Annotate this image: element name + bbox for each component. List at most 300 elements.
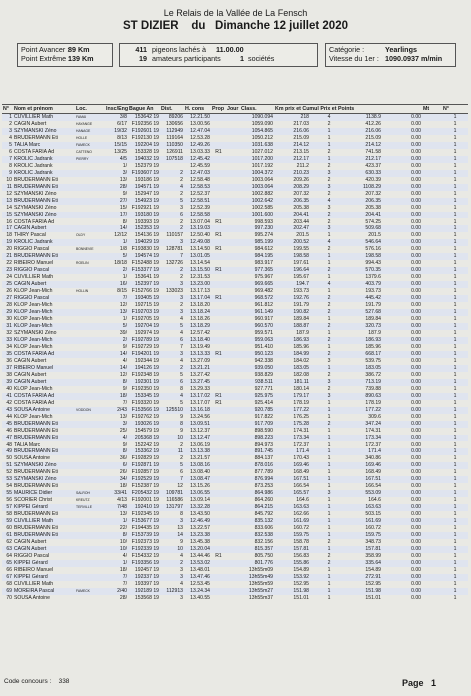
cell-prop [211,476,226,483]
header-col-points [382,105,422,114]
cell-class: 995.274 [254,232,273,239]
cell-name: BRUDERMANN Eti [14,134,58,141]
cell-hcons: 13.09.14 [190,497,210,504]
header-col-insc: Insc/Eng [106,106,129,112]
cell-n: 1 [453,162,457,169]
cell-points: 0.00 [411,246,421,253]
table-row [2,588,468,595]
cell-prix: 1 [310,435,348,442]
table-row [2,504,468,511]
cell-insc: 8/13 [117,134,127,141]
cell-prop [211,281,226,288]
cell-loc: SALROH [75,490,105,497]
cell-mt [422,483,442,490]
cell-loc [75,518,105,525]
cell-prop [211,511,226,518]
cell-insc: 9/ [122,190,127,197]
cell-cumul: 159.75 [348,532,382,539]
table-row [2,386,468,393]
table-row [2,344,468,351]
cell-points: 0.00 [382,142,422,149]
cell-mt [422,288,442,295]
code-concours-value: 338 [58,678,70,685]
cell-prop [211,121,226,128]
cell-cumul: 539.75 [365,357,381,364]
release-box [119,43,318,67]
cell-mt [422,302,442,309]
cell-points: 0.00 [411,162,421,169]
cell-n: 1 [442,560,468,567]
cell-class: 968.572 [240,295,274,302]
cell-km: 206.35 [274,198,310,205]
cell-class: 925.414 [254,399,273,406]
cell-bague: F192857 19 [131,469,159,476]
cell-hcons: 13.07.04 [190,218,210,225]
cell-jour [226,581,240,588]
cell-loc [75,239,105,246]
cell-km: 159.75 [274,532,310,539]
cell-rank: 65 [2,560,13,567]
cell-loc [75,198,105,205]
cell-rank: 1 [2,114,13,121]
cell-rank: 17 [2,225,13,232]
table-row [2,191,468,198]
cell-rank: 41 [2,393,13,400]
cell-class: 13h55m09 [248,566,273,573]
header-col-jour: Jour [227,106,239,112]
cell-n: 1 [453,176,457,183]
cell-mt [422,163,442,170]
cell-prop: R1 [215,246,222,253]
cell-prix: 1 [327,274,331,281]
cell-jour [226,504,240,511]
table-row [2,483,468,490]
cell-hcons: 13.09.51 [184,421,211,428]
cell-points: 0.00 [411,497,421,504]
cell-bague: F192348 19 [131,371,159,378]
cell-insc: 12/ [119,371,127,378]
cell-prix: 1 [327,330,331,336]
cell-km: 198.58 [274,253,310,260]
cell-points: 0.00 [411,343,421,350]
cell-bague: 192344 19 [134,357,159,364]
point-extreme-value: 139 Km [68,54,94,63]
cell-points: 0.00 [411,148,421,155]
cell-class: 835.132 [240,518,274,525]
cell-name: TALIA Marc [14,441,41,448]
cell-points: 0.00 [411,260,421,267]
cell-rank: 7 [2,156,13,163]
cell-points: 0.00 [411,413,421,420]
table-row [2,581,468,588]
cell-insc: 15/15 [105,142,128,149]
cell-bague: F192762 19 [131,413,159,420]
cell-dist: 8 [160,421,184,428]
cell-points: 0.00 [382,421,422,428]
cell-dist: 5 [180,399,183,406]
cell-class: 969.482 [254,288,273,295]
cell-mt [422,539,442,546]
cell-prix: 3 [310,393,348,400]
cell-bague: 194029 19 [128,239,160,246]
cell-loc [75,274,105,281]
cell-cumul: 741.58 [365,148,381,155]
cell-n: 1 [442,225,468,232]
table-row [2,546,468,553]
cell-hcons: 13.27.45 [184,379,211,386]
cell-bague: 154579 19 [134,427,159,434]
cell-dist: 133023 [166,288,183,295]
cell-loc: HANAGE [75,128,105,135]
cell-jour [226,546,240,553]
cell-km: 185.96 [293,343,309,350]
cell-mt [422,546,442,553]
cell-points: 0.00 [411,134,421,141]
cell-mt [422,504,442,511]
cell-km: 217.03 [293,120,309,127]
cell-points: 0.00 [411,483,421,490]
cell-bague: 152397 19 [128,281,160,288]
cell-prix: 1 [327,580,331,587]
cell-points: 0.00 [382,435,422,442]
cell-insc: 17/ [105,212,128,219]
cell-insc: 10/ [105,546,128,553]
cell-jour [226,316,240,323]
cell-loc [75,462,105,469]
cell-prix: 1 [327,134,331,141]
cell-loc [75,253,105,260]
cell-hcons: 12.52.37 [190,190,210,197]
cell-bague: 192337 19 [128,574,160,581]
cell-n: 1 [442,518,468,525]
cell-loc [75,351,105,358]
cell-cumul: 169.46 [348,462,382,469]
table-row [2,218,468,225]
cell-jour [226,448,240,455]
cell-name: KROLIC Jadrank [14,162,53,169]
cell-cumul: 152.95 [365,580,381,587]
cell-jour [226,170,240,177]
cell-rank: 51 [2,462,13,469]
cell-rank: 12 [6,190,12,197]
cell-prop [211,497,226,504]
cell-hcons: 12.31.53 [190,274,210,281]
cell-mt [422,588,442,595]
cell-rank: 38 [6,371,12,378]
cell-points: 0.00 [382,198,422,205]
cell-n: 1 [442,407,468,414]
cell-rank: 67 [2,574,13,581]
cell-mt [422,435,442,442]
cell-insc: 9/ [122,343,127,350]
cell-class: 864.215 [240,504,274,511]
cell-name: BRUDERMANN Eti [14,427,58,434]
cell-name: KIPPEI Gérard [13,504,75,511]
cell-cumul: 193.73 [365,288,381,295]
table-row [2,163,468,170]
cell-n: 1 [442,309,468,316]
cell-n: 1 [442,170,468,177]
cell-loc [75,400,105,407]
cell-cumul: 1138.9 [348,114,382,121]
cell-n: 1 [442,435,468,442]
cell-mt [422,560,442,567]
table-row [2,212,468,219]
cell-name: CAGIN Aubert [14,539,47,546]
cell-class: 984.195 [240,253,274,260]
cell-km: 155.86 [274,560,310,567]
cell-class: 959.571 [254,330,273,336]
cell-prop [211,274,226,281]
cell-hcons: 13.01.05 [184,253,211,260]
cell-km: 189.84 [293,316,309,323]
cell-km: 183.05 [274,365,310,372]
cell-mt [422,128,442,135]
cell-bague: 205368 19 [128,435,160,442]
cell-mt [422,365,442,372]
cell-name: CAGIN Aubert [13,379,75,386]
table-row [2,281,468,288]
table-row [2,246,468,253]
cell-jour [226,253,240,260]
table-row [2,539,468,546]
cell-points: 0.00 [411,357,421,364]
cell-n: 1 [453,232,457,239]
cell-points: 0.00 [382,490,422,497]
cell-n: 1 [442,198,468,205]
cell-rank: 42 [6,399,12,406]
cell-km: 194.7 [274,281,310,288]
cell-dist: 14 [160,532,184,539]
cell-km: 172.37 [293,441,309,448]
cell-jour [226,191,240,198]
cell-insc: 16/ [105,281,128,288]
cell-cumul: 151.01 [365,594,381,601]
cell-n: 1 [453,120,457,127]
cell-points: 0.00 [411,594,421,601]
cell-mt [422,414,442,421]
cell-points: 0.00 [382,323,422,330]
pigeons-count: 411 [135,45,147,54]
cell-dist: 3 [180,204,183,211]
cell-mt [422,218,442,225]
cell-insc: 26/ [119,469,127,476]
cell-insc: 14/ [105,351,128,358]
cell-loc [75,448,105,455]
cell-rank: 24 [6,274,12,281]
cell-points: 0.00 [382,448,422,455]
cell-loc: FAMECK [75,142,105,149]
cell-loc [75,428,105,435]
cell-prop [211,469,226,476]
cell-prop [211,595,226,602]
cell-name: BRUDERMANN Eti [14,176,58,183]
cell-prix: 2 [310,560,348,567]
cell-insc: 18/18 [114,260,127,267]
table-row [2,441,468,448]
cell-n: 1 [442,574,468,581]
cell-insc: 1/ [105,560,128,567]
cell-mt [422,448,442,455]
table-row [2,553,468,560]
table-row [2,567,468,574]
cell-rank: 6 [9,148,12,155]
cell-mt [422,421,442,428]
cell-points: 0.00 [382,267,422,274]
cell-km: 201.5 [296,232,309,239]
cell-cumul: 509.68 [348,225,382,232]
cell-rank: 45 [2,421,13,428]
table-row [2,337,468,344]
cell-name: SZYMANSKI Zéno [13,476,75,483]
cell-cumul: 177.22 [348,407,382,414]
cell-mt [422,567,442,574]
header-col-num2: N° [442,105,468,114]
cell-prop [211,539,226,546]
cell-hcons: 13.06.19 [190,441,210,448]
cell-km: 213.15 [293,148,309,155]
cell-dist: 5 [160,462,184,469]
cell-class: 801.776 [240,560,274,567]
table-body [2,114,468,602]
cell-cumul: 183.05 [348,365,382,372]
cell-hcons: 13.18.29 [184,323,211,330]
cell-prop [211,574,226,581]
cell-bague: F192921 19 [131,204,159,211]
cell-insc: 14/ [105,365,128,372]
cell-mt [422,239,442,246]
cell-hcons: 12.47.04 [184,128,211,135]
cell-rank: 20 [6,246,12,253]
cell-jour [226,379,240,386]
cell-class: 925.975 [240,393,274,400]
cell-bague: F192350 19 [131,385,159,392]
cell-name: BRUDERMANN Eti [14,511,58,518]
cell-prix: 1 [310,546,348,553]
cell-dist: 7 [160,476,184,483]
cell-loc [75,386,105,393]
cell-bague: F192001 19 [131,497,159,504]
cell-mt [422,337,442,344]
cell-prix: 1 [327,441,331,448]
cell-mt [422,476,442,483]
cell-bague: F154332 19 [131,553,159,559]
cell-jour [226,309,240,316]
cell-bague: 192189 19 [128,588,160,595]
cell-bague: F192829 19 [131,455,159,462]
cell-class: 1031.638 [240,142,274,149]
cell-hcons: 13.15.50 [184,267,211,274]
cell-n: 1 [442,532,468,539]
cell-jour [226,421,240,428]
cell-class: 942.338 [254,357,273,364]
table-row [2,135,468,142]
cell-n: 1 [442,295,468,302]
cell-bague: F153566 19 [128,407,160,414]
cell-dist: 3 [180,594,183,601]
cell-class: 950.123 [240,351,274,358]
cell-points: 0.00 [382,379,422,386]
cell-dist: 3 [160,295,184,302]
cell-hcons: 13.03.33 [190,148,210,155]
cell-jour [226,135,240,142]
cell-insc: 19/32 [105,128,128,135]
cell-loc [75,532,105,539]
cell-cumul: 174.31 [365,427,381,434]
cell-rank: 4 [9,134,12,141]
cell-prix: 1 [327,455,331,462]
distance-box [17,43,113,67]
cell-points: 0.00 [411,511,421,518]
cell-class: 961.149 [240,309,274,316]
cell-cumul: 347.24 [348,421,382,428]
cell-class: 864.260 [254,497,273,504]
table-row [2,205,468,212]
table-row [2,170,468,177]
table-row [2,121,468,128]
cell-hcons: 13.17.07 [190,399,210,406]
cell-km: 200.52 [274,239,310,246]
cell-class: 975.967 [254,274,273,281]
cell-bague: 192301 19 [128,379,160,386]
cell-km: 179.17 [274,393,310,400]
cell-hcons: 13.19.03 [184,225,211,232]
cell-km: 181.11 [274,379,310,386]
cell-n: 1 [453,497,457,504]
cell-n: 1 [453,385,457,392]
cell-bague: 192457 19 [134,566,159,573]
cell-prix: 1 [327,399,331,406]
table-row [2,400,468,407]
cell-hcons: 13.08.16 [184,462,211,469]
cell-jour [226,435,240,442]
cell-class: 960.917 [254,316,273,323]
cell-km: 197.61 [293,260,309,267]
cell-hcons: 13.13.38 [184,448,211,455]
cell-hcons: 12.58.58 [184,212,211,219]
cell-cumul: 574.25 [365,218,381,225]
cell-loc: VODDON [75,407,105,414]
cell-name: COSTA FARIA Ad [14,148,55,155]
cell-class: 939.050 [240,365,274,372]
cell-cumul: 201.5 [368,232,381,239]
cell-dist: 2 [180,176,183,183]
table-row [2,358,468,365]
cell-prop [211,260,226,267]
cell-insc: 33/41 [105,490,128,497]
cell-cumul: 163.63 [348,504,382,511]
cell-prop: R1 [215,148,222,155]
cell-name: MAURICE Didier [13,490,75,497]
cell-jour [226,246,240,253]
cell-cumul: 186.93 [348,337,382,344]
cell-hcons: 13.12.37 [190,427,210,434]
cell-loc [75,170,105,177]
cell-name: CAGIN Aubert [14,357,47,364]
cell-prop [211,588,226,595]
cell-n: 1 [442,448,468,455]
cell-bague: 194032 19 [128,156,160,163]
cell-jour [226,330,240,337]
cell-dist: 131797 [160,504,184,511]
cell-dist: 89206 [160,114,184,121]
cell-cumul: 166.54 [365,483,381,490]
cell-rank: 30 [6,316,12,323]
cell-bague: F193607 19 [128,170,160,177]
cell-cumul: 173.34 [348,435,382,442]
cell-jour [226,414,240,421]
cell-rank: 55 [2,490,13,497]
